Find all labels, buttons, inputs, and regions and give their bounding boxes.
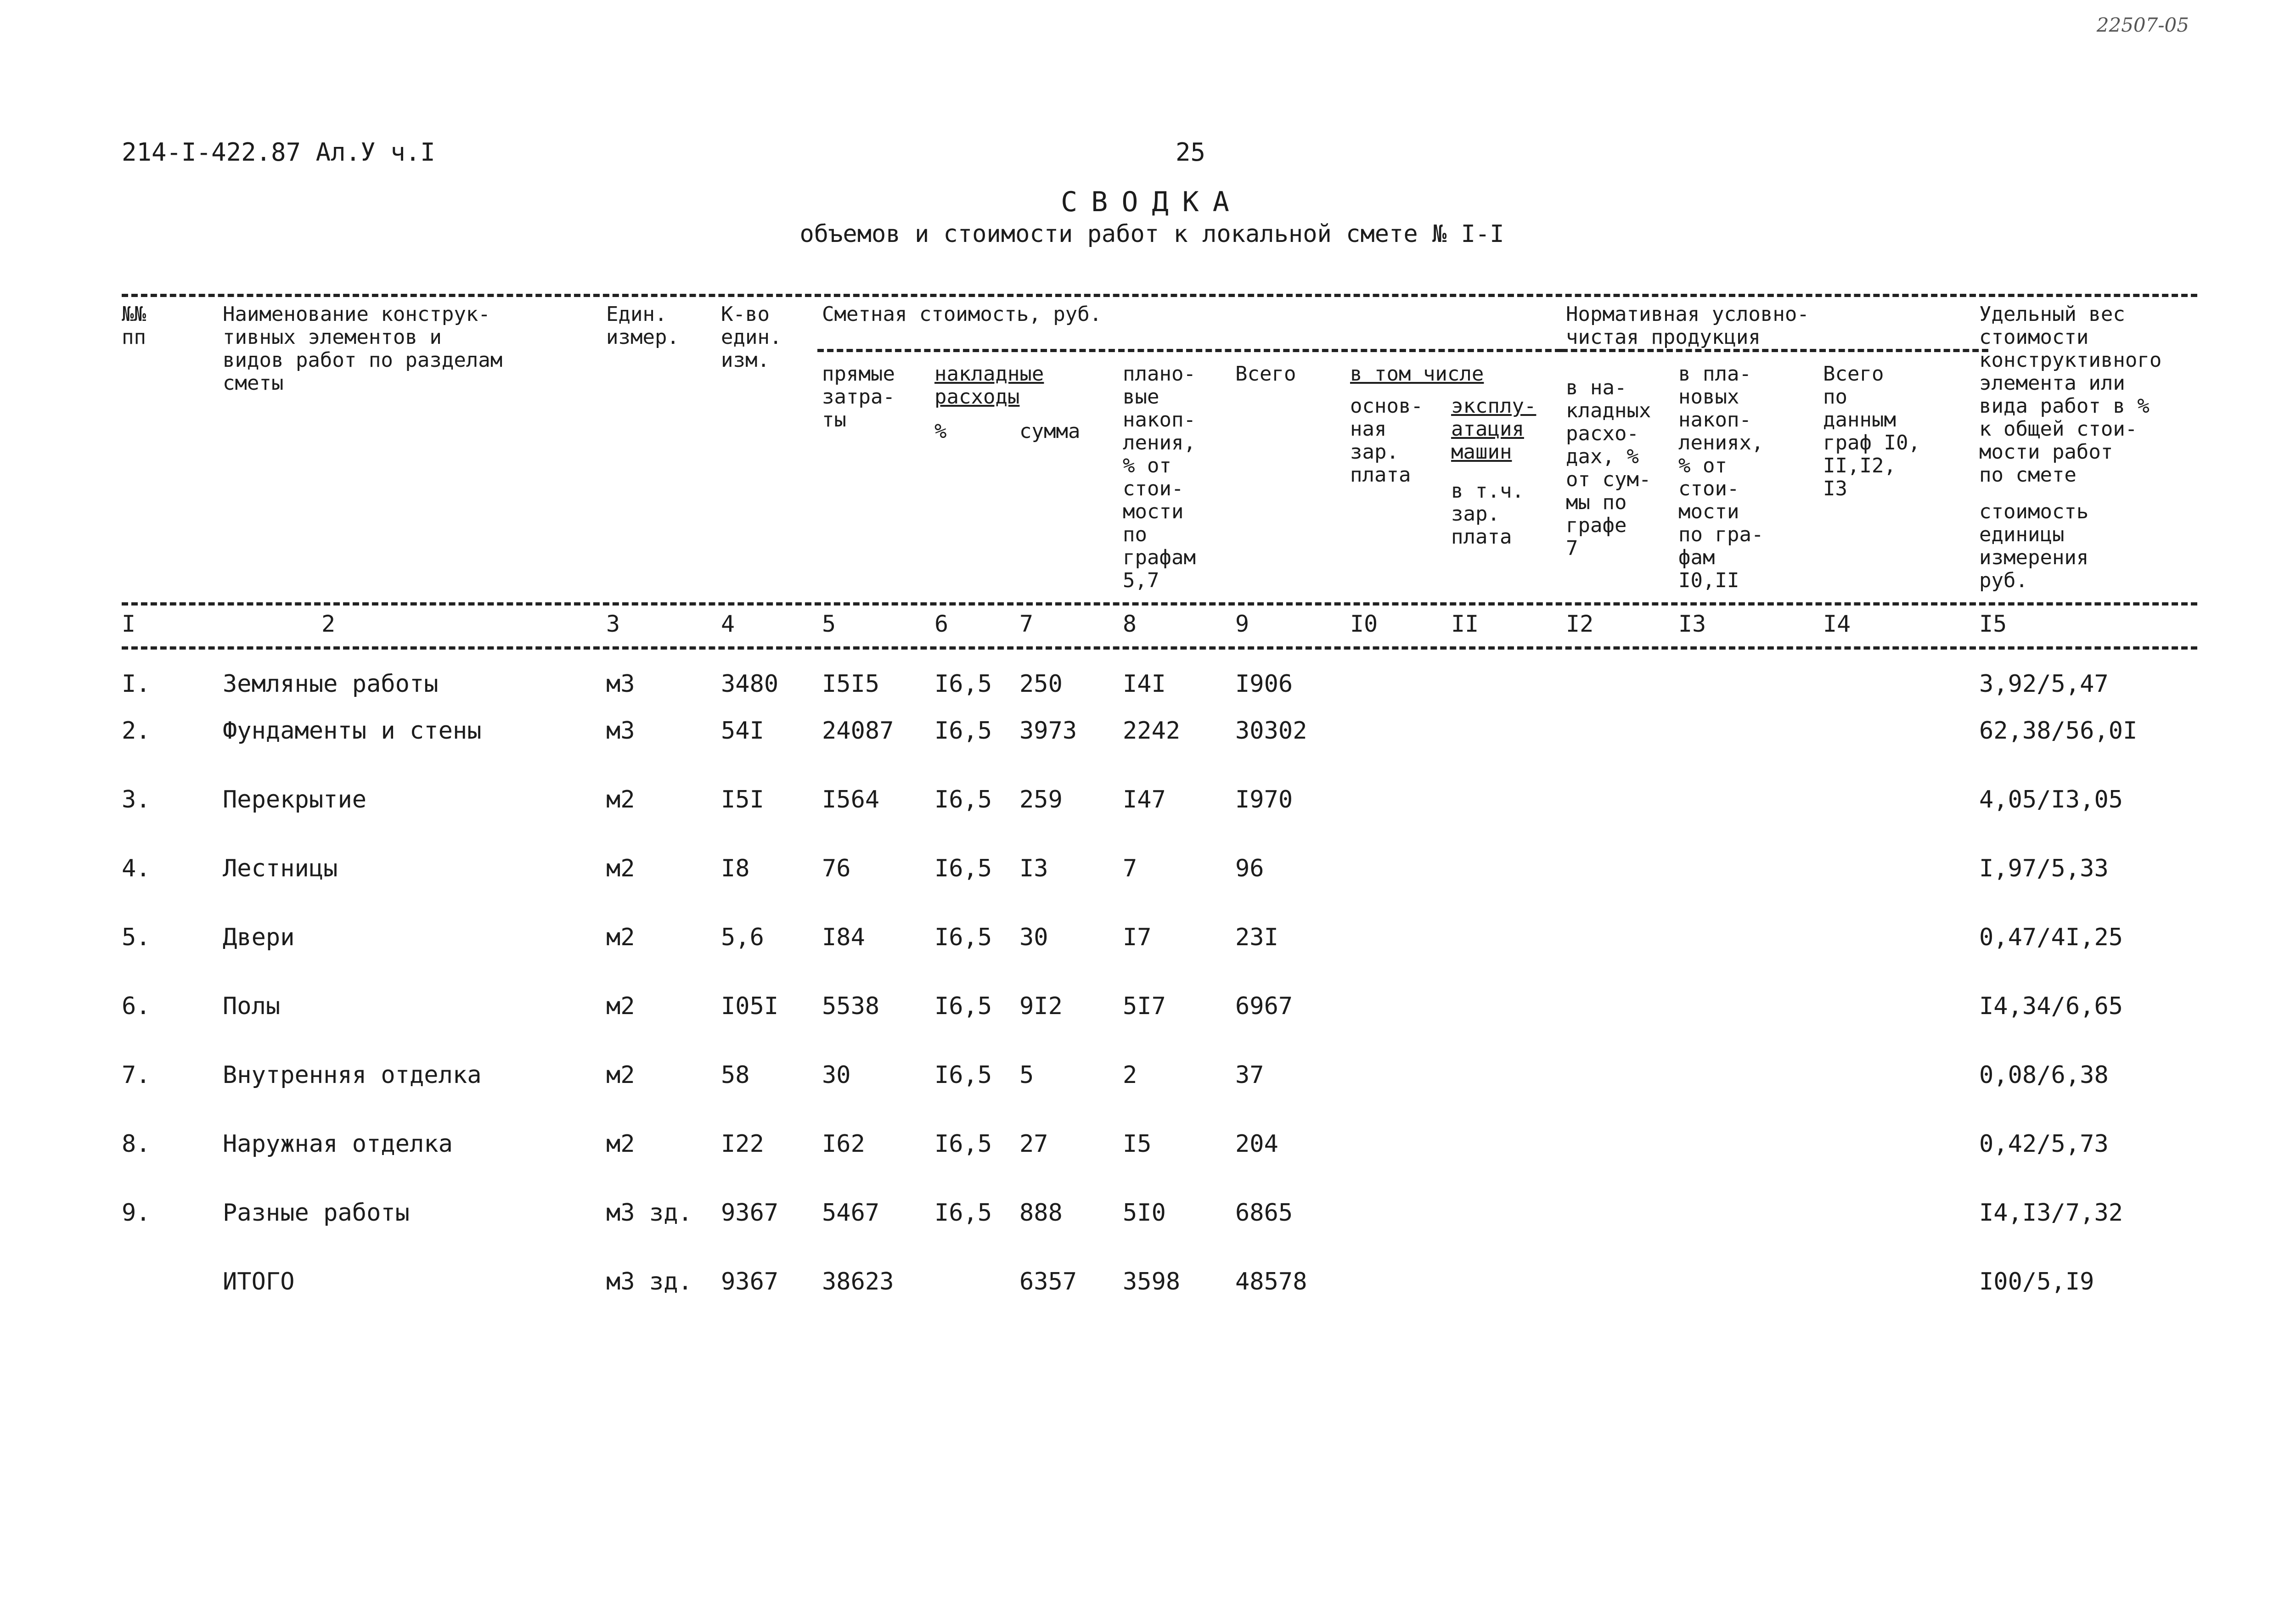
row-weight: 4,05/I3,05 [1979,786,2123,813]
header-direct-costs: прямые затра- ты [822,362,895,432]
row-weight: 0,42/5,73 [1979,1130,2109,1158]
column-number: I3 [1678,611,1706,637]
row-planned-savings: 5I0 [1123,1199,1166,1227]
row-weight: 0,47/4I,25 [1979,924,2123,951]
row-unit: м2 [606,993,635,1020]
row-weight: I00/5,I9 [1979,1268,2094,1295]
header-overhead-sum: сумма [1019,420,1080,443]
row-name: Разные работы [223,1199,410,1227]
column-number: 8 [1123,611,1137,637]
row-total: 204 [1235,1130,1278,1158]
row-overhead-sum: I3 [1019,855,1048,882]
row-overhead-percent: I6,5 [934,786,992,813]
column-number: I [122,611,136,637]
row-unit: м2 [606,786,635,813]
header-quantity: К-во един. изм. [721,303,782,372]
table-top-rule [122,294,2197,297]
row-direct-costs: 76 [822,855,851,882]
row-unit: м3 зд. [606,1268,692,1295]
row-number: 7. [122,1061,151,1089]
row-overhead-sum: 250 [1019,670,1063,698]
row-overhead-percent: I6,5 [934,1130,992,1158]
header-overhead: накладные расходы [934,362,1044,409]
cost-group-rule [817,349,1561,352]
row-name: Фундаменты и стены [223,717,482,745]
header-weight: Удельный вес стоимости конструктивного элемента или вида работ в % к общей стои- мости работ по смете [1979,303,2162,487]
row-weight: 62,38/56,0I [1979,717,2138,745]
row-planned-savings: 5I7 [1123,993,1166,1020]
row-overhead-percent: I6,5 [934,855,992,882]
row-quantity: 54I [721,717,764,745]
row-direct-costs: I84 [822,924,865,951]
column-number: I5 [1979,611,2007,637]
page-number: 25 [1176,138,1206,167]
column-number: 3 [606,611,620,637]
row-quantity: 9367 [721,1268,779,1295]
row-overhead-percent: I6,5 [934,717,992,745]
row-quantity: 5,6 [721,924,764,951]
row-quantity: 58 [721,1061,750,1089]
row-name: Двери [223,924,295,951]
column-number: 9 [1235,611,1249,637]
header-including: в том числе [1350,362,1484,386]
row-total: 23I [1235,924,1278,951]
row-number: 5. [122,924,151,951]
row-quantity: I8 [721,855,750,882]
norm-group-rule [1561,349,1988,352]
header-machine-operation: эксплу- атация машин [1451,394,1536,464]
row-direct-costs: I564 [822,786,880,813]
row-name: Земляные работы [223,670,439,698]
header-overhead-percent: % [934,420,947,443]
row-direct-costs: 24087 [822,717,894,745]
row-number: I. [122,670,151,698]
column-number: I0 [1350,611,1378,637]
row-total: 96 [1235,855,1264,882]
row-direct-costs: 5538 [822,993,880,1020]
column-number: 7 [1019,611,1034,637]
header-planned-savings: плано- вые накоп- ления, % от стои- мости по графам 5,7 [1123,362,1196,592]
header-name: Наименование конструк- тивных элементов и видов работ по разделам сметы [223,303,503,395]
row-weight: I4,34/6,65 [1979,993,2123,1020]
row-overhead-sum: 259 [1019,786,1063,813]
row-name: Наружная отделка [223,1130,453,1158]
row-overhead-percent: I6,5 [934,670,992,698]
document-code: 214-I-422.87 Ал.У ч.I [122,138,435,167]
header-norm-overhead: в на- кладных расхо- дах, % от сум- мы по графе 7 [1566,376,1651,560]
archive-stamp: 22507-05 [2096,14,2189,36]
column-number: 2 [321,611,336,637]
row-overhead-percent: I6,5 [934,993,992,1020]
row-total: 6865 [1235,1199,1293,1227]
column-number: I4 [1823,611,1851,637]
row-overhead-sum: 9I2 [1019,993,1063,1020]
row-planned-savings: 7 [1123,855,1137,882]
row-name: ИТОГО [223,1268,295,1295]
row-unit: м2 [606,924,635,951]
header-unit: Един. измер. [606,303,679,349]
row-name: Лестницы [223,855,338,882]
row-number: 6. [122,993,151,1020]
row-quantity: I22 [721,1130,764,1158]
header-unit-cost: стоимость единицы измерения руб. [1979,500,2089,592]
row-direct-costs: 30 [822,1061,851,1089]
column-number: 4 [721,611,735,637]
column-number: II [1451,611,1479,637]
column-numbers-rule [122,646,2197,650]
header-norm-group: Нормативная условно- чистая продукция [1566,303,1809,349]
header-norm-planned: в пла- новых накоп- лениях, % от стои- мости по гра- фам I0,II [1678,362,1764,592]
row-planned-savings: I47 [1123,786,1166,813]
row-unit: м3 [606,670,635,698]
row-number: 2. [122,717,151,745]
row-number: 9. [122,1199,151,1227]
header-total: Всего [1235,362,1296,386]
row-total: 30302 [1235,717,1307,745]
row-planned-savings: 2242 [1123,717,1181,745]
row-total: I906 [1235,670,1293,698]
row-total: 48578 [1235,1268,1307,1295]
row-overhead-sum: 30 [1019,924,1048,951]
document-title: СВОДКА [1061,186,1243,218]
row-name: Перекрытие [223,786,367,813]
row-overhead-sum: 27 [1019,1130,1048,1158]
row-overhead-sum: 888 [1019,1199,1063,1227]
row-overhead-percent: I6,5 [934,1061,992,1089]
row-unit: м2 [606,1061,635,1089]
header-base-wage: основ- ная зар. плата [1350,394,1423,487]
column-number: I2 [1566,611,1594,637]
row-weight: I,97/5,33 [1979,855,2109,882]
row-direct-costs: 5467 [822,1199,880,1227]
row-direct-costs: 38623 [822,1268,894,1295]
row-overhead-percent: I6,5 [934,924,992,951]
row-weight: 0,08/6,38 [1979,1061,2109,1089]
column-number: 6 [934,611,949,637]
row-total: 37 [1235,1061,1264,1089]
row-quantity: 9367 [721,1199,779,1227]
row-unit: м2 [606,1130,635,1158]
row-quantity: I05I [721,993,779,1020]
row-name: Внутренняя отделка [223,1061,482,1089]
row-quantity: I5I [721,786,764,813]
row-total: 6967 [1235,993,1293,1020]
header-norm-total: Всего по данным граф I0, II,I2, I3 [1823,362,1920,500]
header-bottom-rule [122,602,2197,606]
row-number: 8. [122,1130,151,1158]
row-planned-savings: I7 [1123,924,1152,951]
row-name: Полы [223,993,281,1020]
row-planned-savings: I5 [1123,1130,1152,1158]
document-subtitle: объемов и стоимости работ к локальной смете № I-I [799,220,1504,248]
row-weight: I4,I3/7,32 [1979,1199,2123,1227]
row-overhead-sum: 5 [1019,1061,1034,1089]
row-overhead-percent: I6,5 [934,1199,992,1227]
row-unit: м3 [606,717,635,745]
row-quantity: 3480 [721,670,779,698]
column-number: 5 [822,611,836,637]
row-planned-savings: I4I [1123,670,1166,698]
row-direct-costs: I5I5 [822,670,880,698]
header-machine-wage: в т.ч. зар. плата [1451,479,1524,549]
row-total: I970 [1235,786,1293,813]
row-number: 4. [122,855,151,882]
header-cost-group: Сметная стоимость, руб. [822,303,1102,326]
header-number: №№ пп [122,303,146,349]
row-weight: 3,92/5,47 [1979,670,2109,698]
row-overhead-sum: 6357 [1019,1268,1077,1295]
row-direct-costs: I62 [822,1130,865,1158]
row-planned-savings: 3598 [1123,1268,1181,1295]
row-unit: м2 [606,855,635,882]
row-number: 3. [122,786,151,813]
row-unit: м3 зд. [606,1199,692,1227]
row-overhead-sum: 3973 [1019,717,1077,745]
row-planned-savings: 2 [1123,1061,1137,1089]
